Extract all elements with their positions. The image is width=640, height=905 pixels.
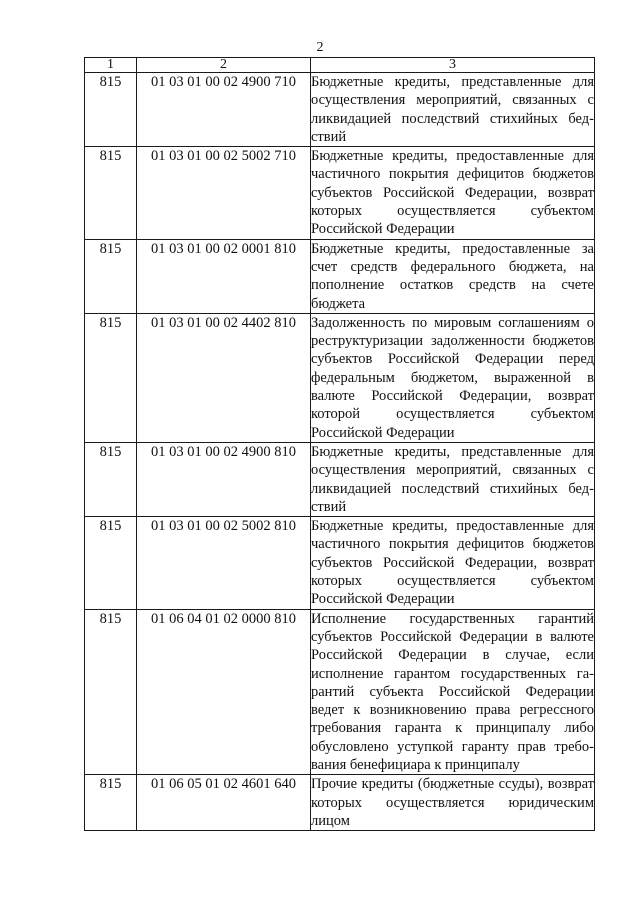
column-header-2: 2 bbox=[137, 58, 311, 73]
column-header-3: 3 bbox=[311, 58, 595, 73]
description-cell: Исполнение государственных гарантий субъектов Российской Федерации в валюте Российской Федерации в случае, если исполнение гарантом государственных гарантий субъекта Российской Федерации ведет к возникновению права регрессного требования гаранта к принципалу либо обусловлено уступкой гаранту прав требования бенефициара к принципалу bbox=[311, 610, 594, 773]
classification-code-cell: 01 03 01 00 02 4900 710 bbox=[137, 73, 311, 147]
classification-code-cell: 01 03 01 00 02 5002 710 bbox=[137, 147, 311, 239]
table-row bbox=[85, 73, 595, 147]
table-row bbox=[85, 442, 595, 516]
classification-code-cell: 01 03 01 00 02 5002 810 bbox=[137, 517, 311, 609]
table-row bbox=[85, 313, 595, 442]
header-row bbox=[85, 58, 595, 73]
budget-code-table bbox=[84, 57, 595, 831]
classification-code-cell: 01 06 05 01 02 4601 640 bbox=[137, 775, 311, 831]
admin-code-cell: 815 bbox=[85, 442, 137, 516]
admin-code-cell: 815 bbox=[85, 73, 137, 147]
description-cell: Бюджетные кредиты, предоставленные для частичного покрытия дефицитов бюджетов субъектов Российской Федерации, возврат которых осуществляется субъектом Российской Федерации bbox=[311, 148, 594, 238]
description-cell: Бюджетные кредиты, предоставленные для частичного покрытия дефицитов бюджетов субъектов Российской Федерации, возврат которых осуществляется субъектом Российской Федерации bbox=[311, 518, 594, 608]
table-header bbox=[85, 58, 595, 73]
description-cell: Бюджетные кредиты, представленные для осуществления мероприятий, связанных с ликвидацией последствий стихийных бедствий bbox=[311, 74, 594, 145]
admin-code-cell: 815 bbox=[85, 609, 137, 775]
classification-code-cell: 01 03 01 00 02 4900 810 bbox=[137, 442, 311, 516]
description-cell: Бюджетные кредиты, представленные для осуществления мероприятий, связанных с ликвидацией последствий стихийных бедствий bbox=[311, 443, 594, 515]
column-header-1: 1 bbox=[85, 58, 137, 73]
table-row bbox=[85, 609, 595, 775]
classification-code-cell: 01 03 01 00 02 0001 810 bbox=[137, 239, 311, 313]
admin-code-cell: 815 bbox=[85, 147, 137, 239]
classification-code-cell: 01 06 04 01 02 0000 810 bbox=[137, 609, 311, 775]
admin-code-cell: 815 bbox=[85, 239, 137, 313]
table-row bbox=[85, 147, 595, 239]
admin-code-cell: 815 bbox=[85, 313, 137, 442]
description-cell: Задолженность по мировым соглашениям о реструктуризации задолженности бюджетов субъектов Российской Федерации перед федеральным бюджетом, выраженной в валюте Российской Федерации, возврат которой осуществляется субъектом Российской Федерации bbox=[311, 314, 594, 441]
table-row bbox=[85, 517, 595, 609]
table-row bbox=[85, 239, 595, 313]
table-body bbox=[85, 73, 595, 831]
page-number: 2 bbox=[316, 40, 324, 55]
classification-code-cell: 01 03 01 00 02 4402 810 bbox=[137, 313, 311, 442]
admin-code-cell: 815 bbox=[85, 775, 137, 831]
table-row bbox=[85, 775, 595, 831]
description-cell: Бюджетные кредиты, предоставленные за счет средств федерального бюджета, на пополнение остатков средств на счете бюджета bbox=[311, 240, 594, 312]
description-cell: Прочие кредиты (бюджетные ссуды), возврат которых осуществляется юридическим лицом bbox=[311, 776, 594, 829]
admin-code-cell: 815 bbox=[85, 517, 137, 609]
